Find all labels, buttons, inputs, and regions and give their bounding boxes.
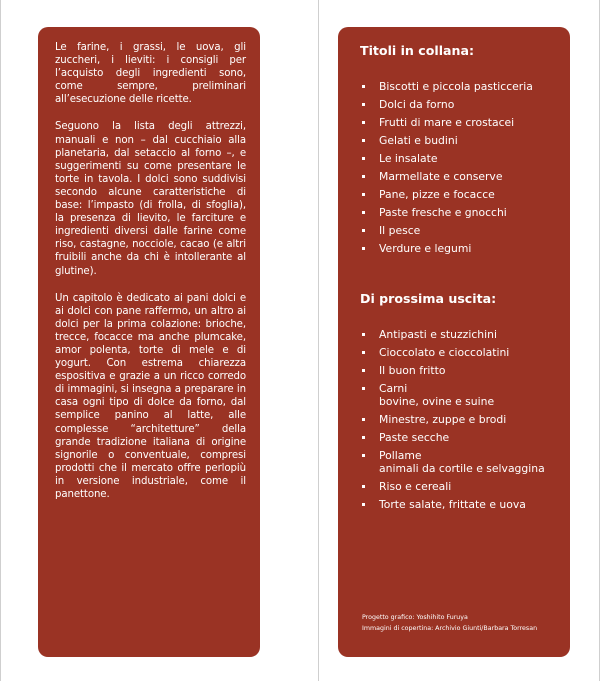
upcoming-item-label: Carni <box>379 382 408 395</box>
series-title: Titoli in collana: <box>360 43 475 58</box>
upcoming-item-label: Minestre, zuppe e brodi <box>379 413 507 426</box>
upcoming-item <box>360 346 552 359</box>
series-item: Gelati e budini <box>360 134 552 147</box>
series-item: Marmellate e conserve <box>360 170 552 183</box>
series-item: Verdure e legumi <box>360 242 552 255</box>
design-credit: Progetto grafico: Yoshihito Furuya <box>362 614 468 621</box>
description-panel <box>38 27 260 657</box>
tools-paragraph: Seguono la lista degli attrezzi, manuali e non – dal cucchiaio alla planetaria, dal setaccio al forno –, e suggerimenti su come presentare le torte in tavola. I dolci sono suddivisi secondo alcune caratteristiche di base: l’impasto (di frolla, di sfoglia), la presenza di lievito, le farciture e ingredienti diversi dalle farine come riso, castagne, nocciole, cacao (e altri fruibili anche da chi è intollerante al glutine). <box>55 121 246 277</box>
upcoming-item-sublabel: animali da cortile e selvaggina <box>379 462 545 475</box>
series-item: Il pesce <box>360 224 552 237</box>
upcoming-item <box>360 480 552 493</box>
cover-credit: Immagini di copertina: Archivio Giunti/Barbara Torresan <box>362 625 538 632</box>
upcoming-title: Di prossima uscita: <box>360 291 497 306</box>
upcoming-item <box>360 431 552 444</box>
upcoming-item <box>360 413 552 426</box>
upcoming-item-label: Cioccolato e cioccolatini <box>379 346 510 359</box>
series-item: Dolci da forno <box>360 98 552 111</box>
chapters-paragraph: Un capitolo è dedicato ai pani dolci e ai dolci con pane raffermo, un altro ai dolci per la prima colazione: brioche, trecce, focacce ma anche plumcake, amor polenta, torte di mele e di yogurt. Con estrema chiarezza espositiva e grazie a un ricco corredo di immagini, si insegna a preparare in casa ogni tipo di dolce da forno, dal semplice panino al latte, alle complesse “architetture” della grande tradizione italiana di origine signorile o conventuale, compresi prodotti che il mercato offre perlopiù in versione industriale, come il panettone. <box>55 292 246 500</box>
upcoming-item-label: Antipasti e stuzzichini <box>379 328 497 341</box>
upcoming-item-label: Pollame <box>379 449 422 462</box>
upcoming-list <box>360 328 552 511</box>
upcoming-item-label: Riso e cereali <box>379 480 452 493</box>
upcoming-item-label: Il buon fritto <box>379 364 446 377</box>
upcoming-item <box>360 328 552 341</box>
upcoming-item <box>360 498 552 511</box>
series-item: Le insalate <box>360 152 552 165</box>
intro-paragraph: Le farine, i grassi, le uova, gli zuccheri, i lieviti: i consigli per l’acquisto degli ingredienti sono, come sempre, preliminari all’esecuzione delle ricette. <box>55 42 246 106</box>
upcoming-item <box>360 449 552 475</box>
upcoming-item-label: Torte salate, frittate e uova <box>379 498 526 511</box>
series-item: Paste fresche e gnocchi <box>360 206 552 219</box>
upcoming-item <box>360 382 552 408</box>
upcoming-item <box>360 364 552 377</box>
credits <box>362 612 537 634</box>
series-list <box>360 80 552 255</box>
upcoming-item-label: Paste secche <box>379 431 450 444</box>
series-item: Biscotti e piccola pasticceria <box>360 80 552 93</box>
series-item: Pane, pizze e focacce <box>360 188 552 201</box>
upcoming-item-sublabel: bovine, ovine e suine <box>379 395 495 408</box>
series-panel <box>338 27 570 657</box>
series-item: Frutti di mare e crostacei <box>360 116 552 129</box>
